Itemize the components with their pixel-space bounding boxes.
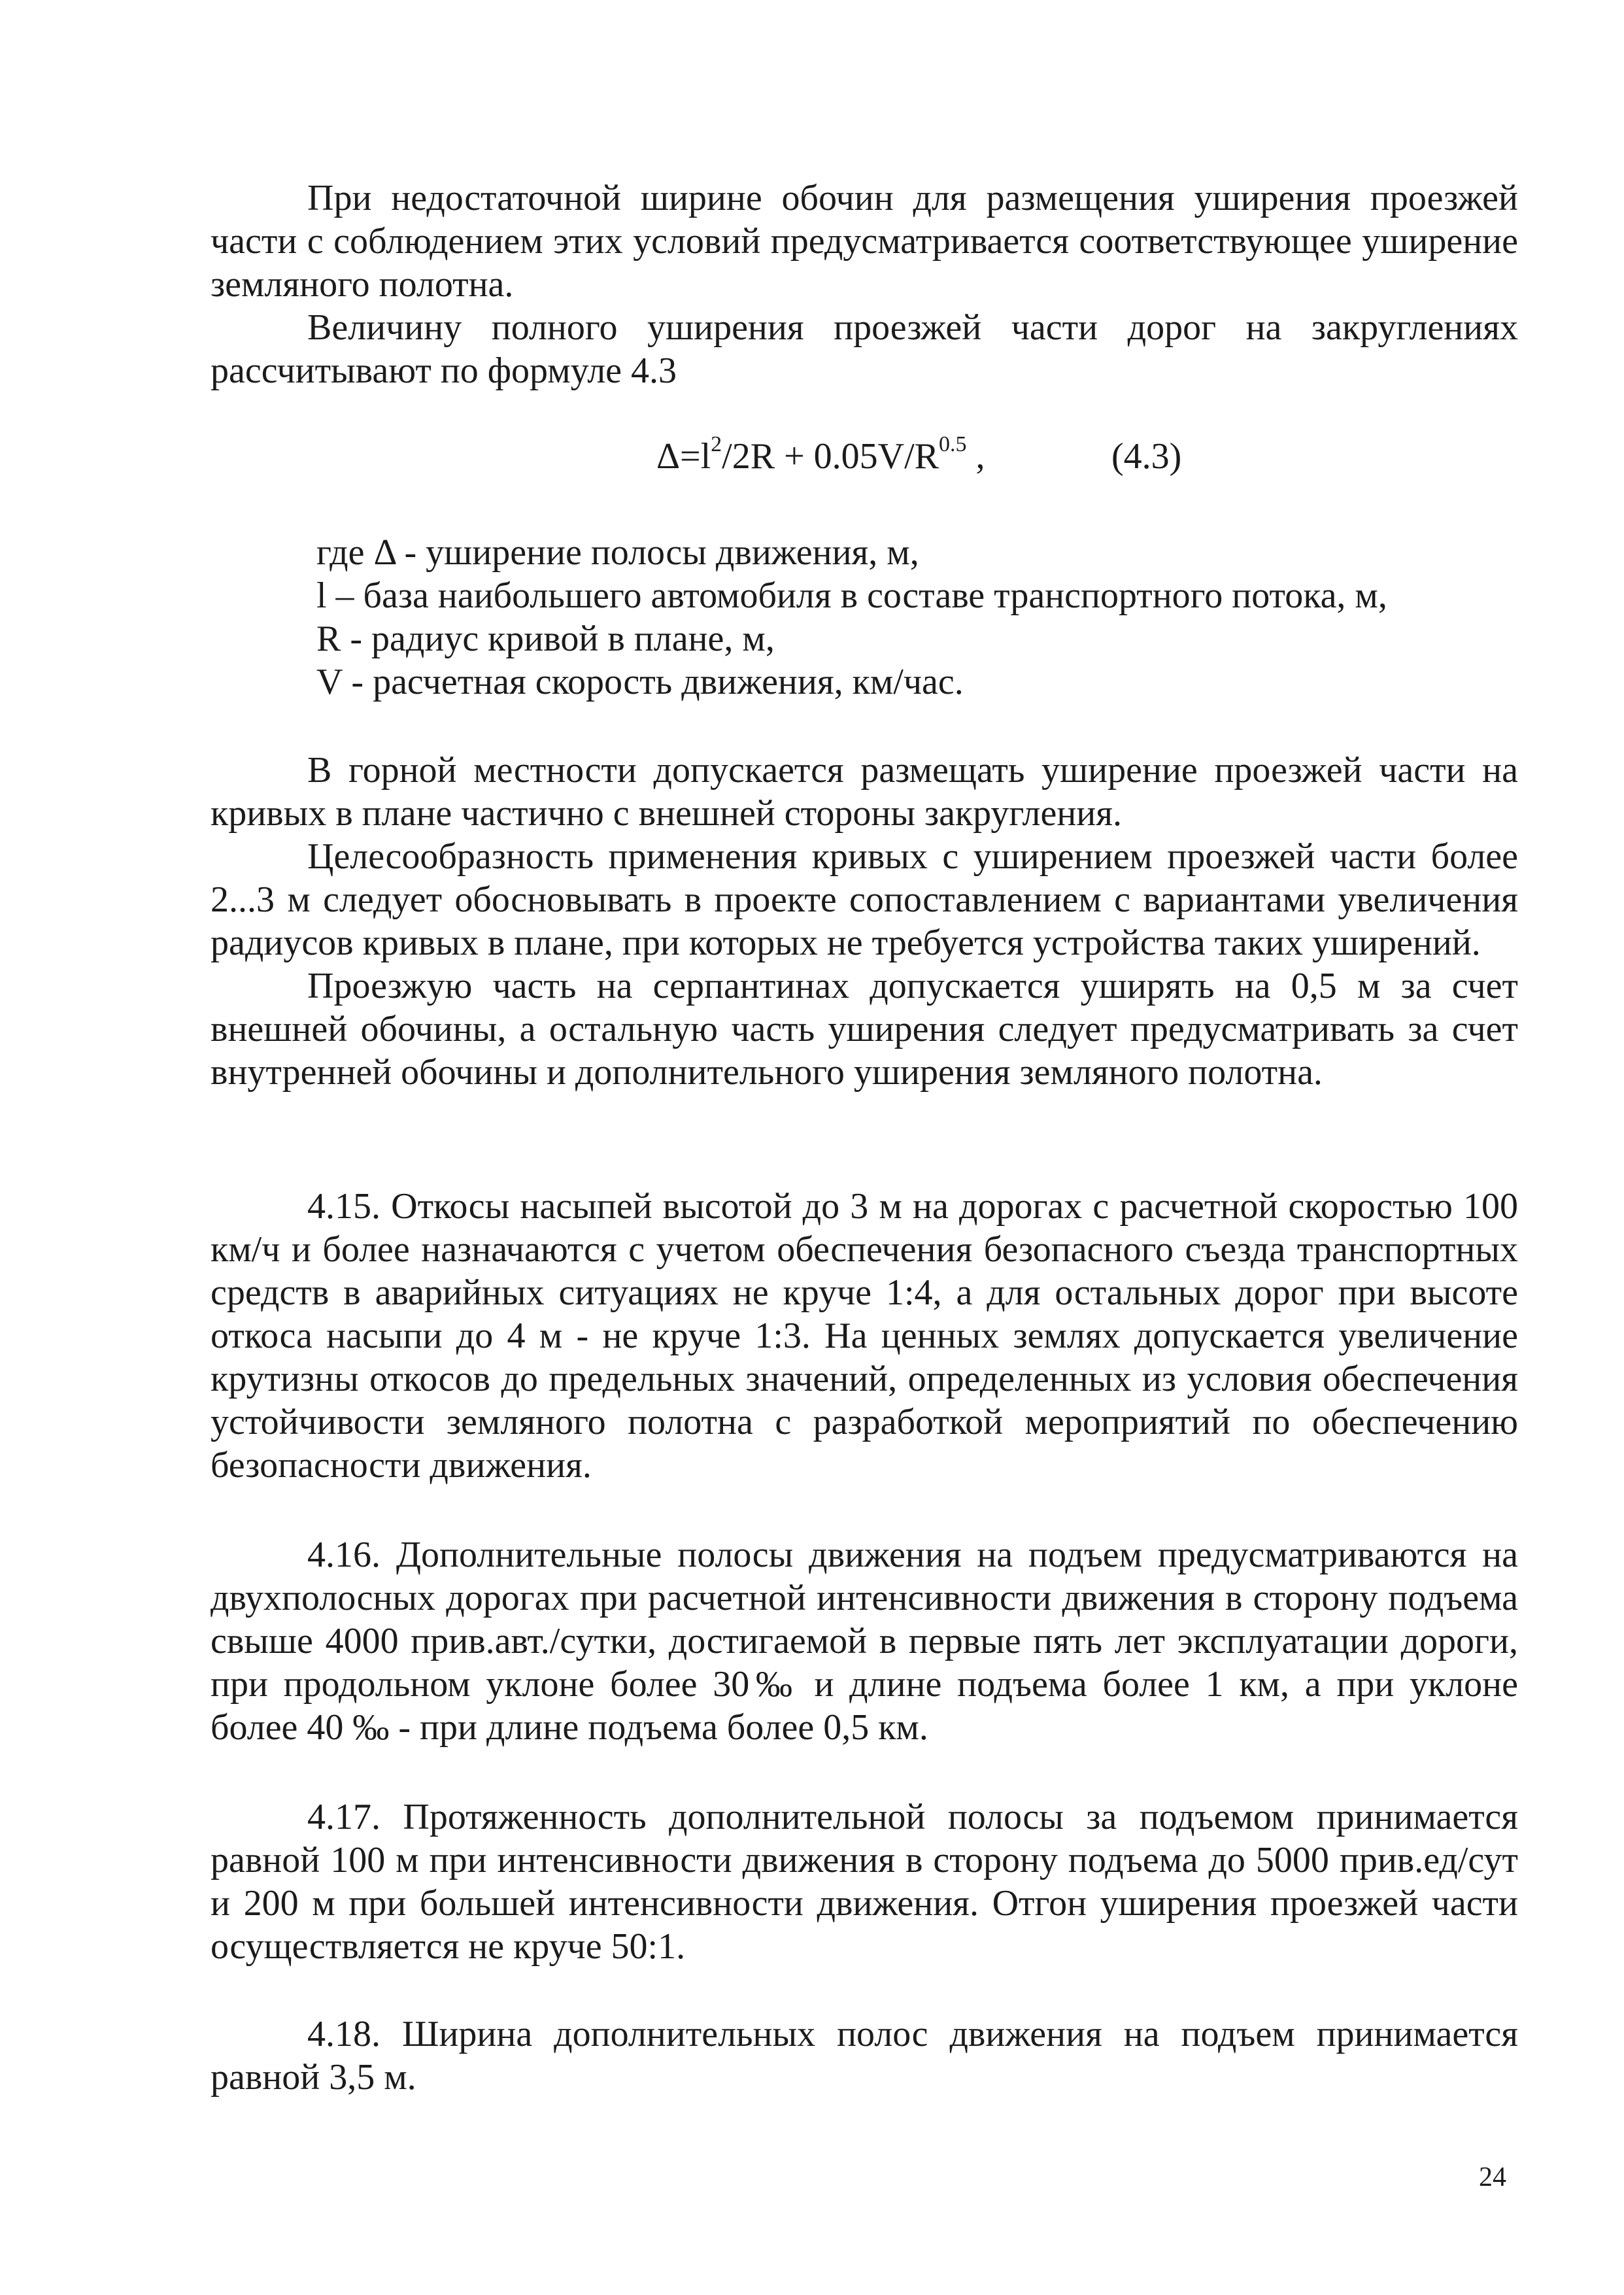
definition-l: l – база наибольшего автомобиля в составе транспортного потока, м, bbox=[316, 575, 1387, 616]
section-4-17 bbox=[211, 1795, 1518, 1968]
mountain-text-block bbox=[211, 749, 1518, 1094]
section-4-15-text: 4.15. Откосы насыпей высотой до 3 м на дорогах с расчетной скоростью 100 км/ч и более назначаются с учетом обеспечения безопасного съезда транспортных средств в аварийных ситуациях не круче 1:4, а для остальных дорог при высоте откоса насыпи до 4 м - не круче 1:3. На ценных землях допускается увеличение крутизны откосов до предельных значений, определенных из условия обеспечения устойчивости земляного полотна с разработкой мероприятий по обеспечению безопасности движения. bbox=[211, 1186, 1518, 1486]
paragraph-shoulder-widening: При недостаточной ширине обочин для размещения уширения проезжей части с соблюдением этих условий предусматривается соответствующее уширение земляного полотна. bbox=[211, 178, 1518, 305]
paragraph-formula-intro: Величину полного уширения проезжей части дорог на закруглениях рассчитывают по формуле 4.3 bbox=[211, 307, 1518, 391]
section-4-15 bbox=[211, 1185, 1518, 1487]
section-4-18 bbox=[211, 2013, 1518, 2099]
definition-delta: где Δ - уширение полосы движения, м, bbox=[316, 532, 919, 573]
page-number: 24 bbox=[1479, 2162, 1506, 2192]
section-4-18-text: 4.18. Ширина дополнительных полос движения на подъем принимается равной 3,5 м. bbox=[211, 2014, 1518, 2098]
section-4-16-text: 4.16. Дополнительные полосы движения на подъем предусматриваются на двухполосных дорогах при расчетной интенсивности движения в сторону подъема свыше 4000 прив.авт./сутки, достигаемой в первые пять лет эксплуатации дороги, при продольном уклоне более 30‰ и длине подъема более 1 км, а при уклоне более 40 ‰ - при длине подъема более 0,5 км. bbox=[211, 1535, 1518, 1748]
section-4-16 bbox=[211, 1533, 1518, 1749]
formula-expression: $\Delta=l^2/2R + 0.05V/R^{0.5}$ , bbox=[656, 432, 985, 477]
section-4-17-text: 4.17. Протяженность дополнительной полосы за подъемом принимается равной 100 м при интенсивности движения в сторону подъема до 5000 прив.ед/сут и 200 м при большей интенсивности движения. Отгон уширения проезжей части осуществляется не круче 50:1. bbox=[211, 1797, 1518, 1967]
definition-v: V - расчетная скорость движения, км/час. bbox=[316, 662, 964, 702]
intro-text-block bbox=[211, 177, 1518, 392]
formula-4-3 bbox=[0, 432, 1624, 487]
paragraph-mountain: В горной местности допускается размещать уширение проезжей части на кривых в плане частично с внешней стороны закругления. bbox=[211, 750, 1518, 834]
definitions-list bbox=[211, 531, 1518, 704]
paragraph-feasibility: Целесообразность применения кривых с уширением проезжей части более 2...3 м следует обосновывать в проекте сопоставлением с вариантами увеличения радиусов кривых в плане, при которых не требуется устройства таких уширений. bbox=[211, 836, 1518, 963]
paragraph-serpentines: Проезжую часть на серпантинах допускается уширять на 0,5 м за счет внешней обочины, а остальную часть уширения следует предусматривать за счет внутренней обочины и дополнительного уширения земляного полотна. bbox=[211, 966, 1518, 1093]
definition-r: R - радиус кривой в плане, м, bbox=[316, 619, 775, 659]
formula-number: (4.3) bbox=[1111, 436, 1182, 477]
